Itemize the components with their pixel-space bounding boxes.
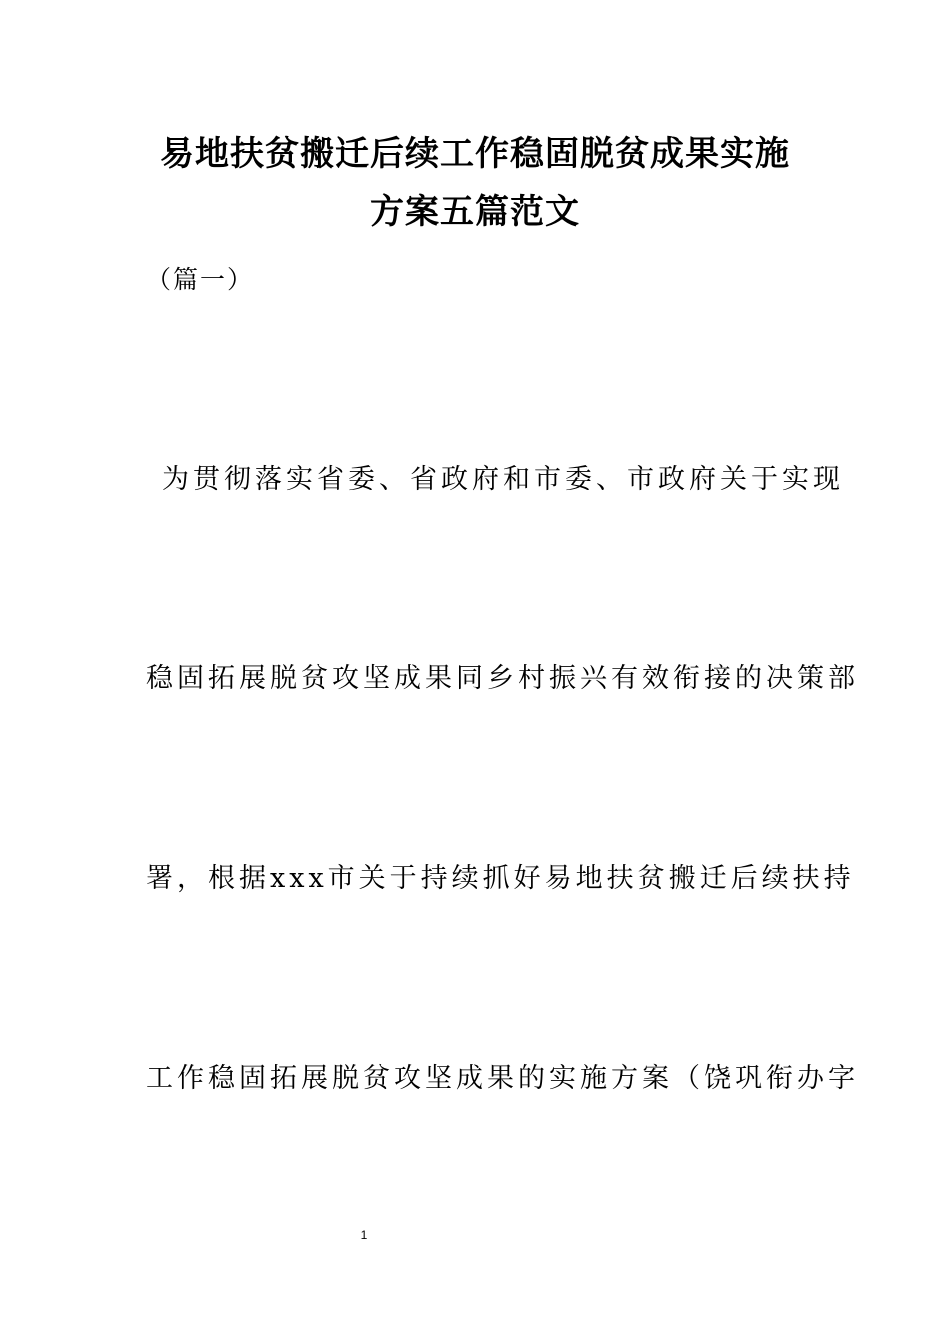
document-title-line-1: 易地扶贫搬迁后续工作稳固脱贫成果实施 — [160, 134, 790, 174]
page-number: 1 — [360, 1228, 368, 1242]
section-label: （篇一） — [146, 265, 255, 294]
paragraph-line: 工作稳固拓展脱贫攻坚成果的实施方案（饶巩衔办字 — [146, 1063, 859, 1094]
paragraph-line: 署，根据xxx市关于持续抓好易地扶贫搬迁后续扶持 — [146, 863, 855, 894]
paragraph-line: 为贯彻落实省委、省政府和市委、市政府关于实现 — [162, 464, 844, 495]
paragraph-line: 稳固拓展脱贫攻坚成果同乡村振兴有效衔接的决策部 — [146, 663, 859, 694]
document-title-line-2: 方案五篇范文 — [370, 192, 580, 232]
